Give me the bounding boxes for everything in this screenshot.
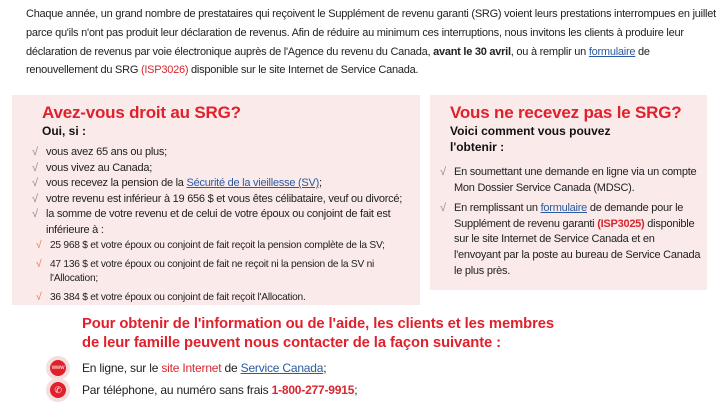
- apply-list: [440, 165, 702, 284]
- intro-text: disponible sur le site Internet de Service Canada.: [188, 64, 419, 77]
- check-icon: √: [32, 161, 38, 174]
- apply-title: Vous ne recevez pas le SRG?: [450, 103, 682, 122]
- contact-text: de: [221, 361, 241, 375]
- phone-icon: ✆: [50, 382, 66, 398]
- contact-text: Par téléphone, au numéro sans frais: [82, 383, 272, 397]
- highlight: site Internet: [161, 361, 222, 375]
- contact-title: [82, 315, 554, 352]
- contact-text: ;: [323, 361, 327, 375]
- eligibility-title: Avez-vous droit au SRG?: [42, 103, 241, 122]
- list-item: [32, 176, 422, 192]
- form-code: (ISP3025): [597, 217, 645, 230]
- title-line: Pour obtenir de l'information ou de l'aide, les clients et les membres: [82, 316, 555, 332]
- apply-box: [430, 95, 707, 290]
- check-icon: √: [32, 192, 38, 205]
- check-icon: √: [32, 146, 38, 158]
- list-item: [32, 192, 422, 208]
- list-item: [36, 239, 411, 253]
- check-icon: √: [36, 240, 42, 251]
- contact-text: En ligne, sur le: [82, 361, 162, 375]
- check-icon: √: [36, 292, 42, 303]
- contact-text: ;: [354, 383, 358, 397]
- income-threshold-list: [36, 239, 411, 310]
- item-text: de demande pour le Supplément de revenu garanti: [454, 202, 684, 230]
- deadline: avant le 30 avril: [433, 45, 511, 58]
- item-text: 47 136 $ et votre époux ou conjoint de fait ne reçoit ni la pension de la SV ni l'Allocation;: [50, 259, 375, 284]
- eligibility-box: [12, 95, 420, 305]
- old-age-security-link[interactable]: Sécurité de la vieillesse (SV): [186, 177, 319, 189]
- check-icon: √: [36, 259, 42, 270]
- item-text: 36 384 $ et votre époux ou conjoint de fait reçoit l'Allocation.: [50, 292, 306, 303]
- check-icon: √: [32, 208, 38, 220]
- list-item: [36, 291, 411, 305]
- renewal-form-link[interactable]: formulaire: [588, 45, 636, 58]
- item-text: 25 968 $ et votre époux ou conjoint de fait reçoit la pension complète de la SV;: [50, 240, 385, 251]
- list-item: [32, 207, 422, 238]
- check-icon: √: [440, 166, 446, 178]
- intro-text: de renouvellement du SRG: [26, 45, 650, 77]
- list-item: [440, 165, 702, 196]
- list-item: [32, 161, 422, 177]
- check-icon: √: [440, 202, 446, 215]
- eligibility-subtitle: Oui, si :: [42, 124, 87, 138]
- item-text: vous vivez au Canada;: [46, 161, 153, 174]
- service-canada-link[interactable]: Service Canada: [240, 361, 324, 375]
- contact-online: [50, 360, 326, 376]
- intro-paragraph: [26, 5, 716, 80]
- item-text: ;: [319, 177, 322, 189]
- item-text: disponible sur le site Internet de Service Canada et en l'envoyant par la poste au bureau de Service Canada le plus près.: [454, 217, 701, 277]
- intro-text: Chaque année, un grand nombre de prestataires qui reçoivent le Supplément de revenu garanti (SRG) voient leurs prestations interrompues en juillet parce qu'ils n'ont pas produit leur déclaration de revenus. Afin de réduire au minimum ces interruptions, nous invitons les clients à produire leur déclaration de revenus par voie électronique auprès de l'Agence du revenu du Canada,: [26, 8, 716, 58]
- item-text: En soumettant une demande en ligne via un compte Mon Dossier Service Canada (MDSC).: [454, 166, 697, 194]
- application-form-link[interactable]: formulaire: [540, 202, 588, 215]
- apply-subtitle: Voici comment vous pouvez l'obtenir :: [450, 124, 611, 154]
- item-text: vous avez 65 ans ou plus;: [46, 146, 167, 158]
- item-text: En remplissant un: [454, 202, 541, 215]
- web-icon: www: [50, 360, 66, 376]
- list-item: [32, 145, 422, 161]
- list-item: [36, 258, 411, 286]
- contact-phone: [50, 382, 357, 398]
- eligibility-list: [32, 145, 422, 238]
- phone-number[interactable]: 1-800-277-9915: [271, 383, 355, 397]
- check-icon: √: [32, 177, 38, 189]
- list-item: [440, 201, 702, 279]
- item-text: la somme de votre revenu et de celui de votre époux ou conjoint de fait est inférieure à :: [46, 208, 391, 236]
- form-code: (ISP3026): [140, 64, 189, 77]
- title-line: de leur famille peuvent nous contacter de la façon suivante :: [82, 334, 502, 351]
- item-text: vous recevez la pension de la: [46, 177, 187, 189]
- intro-text: , ou à remplir un: [510, 45, 589, 58]
- item-text: votre revenu est inférieur à 19 656 $ et vous êtes célibataire, veuf ou divorcé;: [46, 192, 403, 205]
